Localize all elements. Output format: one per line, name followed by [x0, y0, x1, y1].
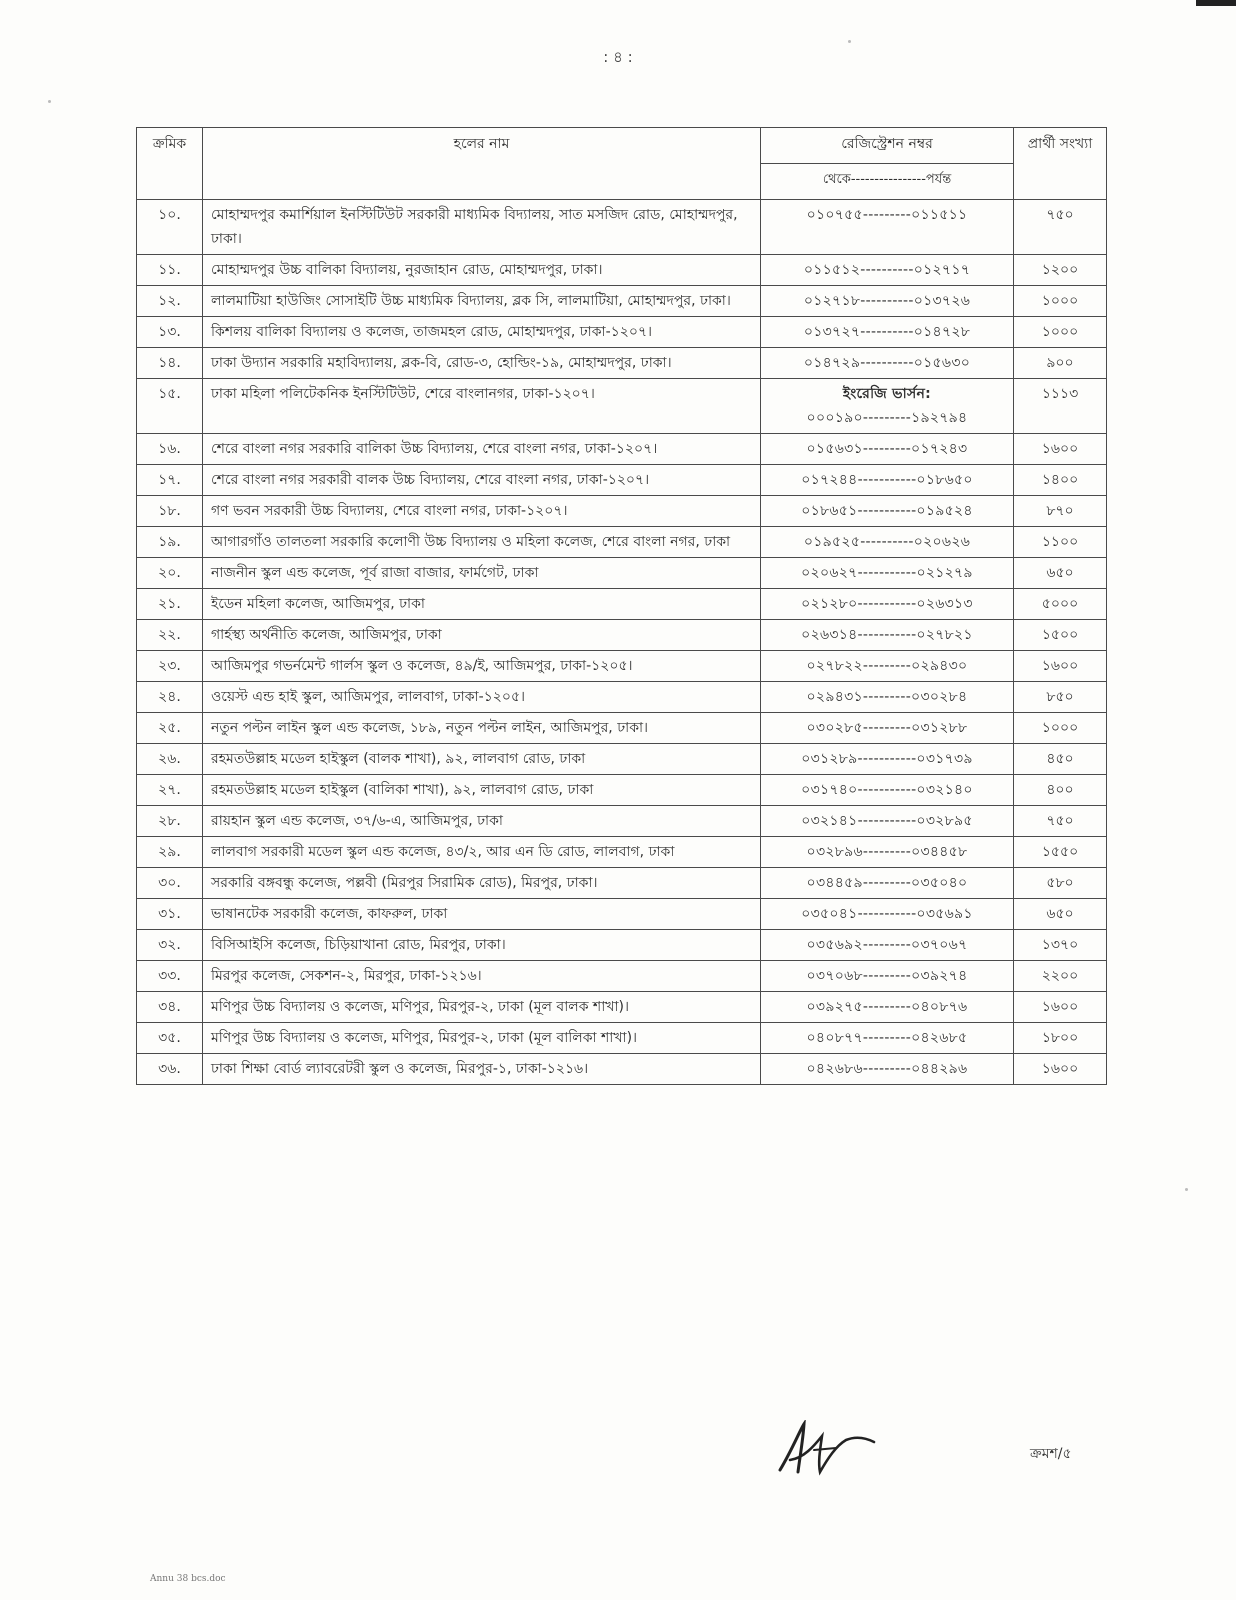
row-registration-range [761, 713, 1014, 744]
row-hall-name: শেরে বাংলা নগর সরকারি বালিকা উচ্চ বিদ্যালয়, শেরে বাংলা নগর, ঢাকা-১২০৭। [203, 434, 761, 465]
table-row [137, 620, 1107, 651]
row-candidate-count: ৪০০ [1014, 775, 1107, 806]
row-candidate-count: ১৬০০ [1014, 651, 1107, 682]
row-hall-name: রায়হান স্কুল এন্ড কলেজ, ৩৭/৬-এ, আজিমপুর, ঢাকা [203, 806, 761, 837]
row-serial: ২৪. [137, 682, 203, 713]
row-candidate-count: ১৪০০ [1014, 465, 1107, 496]
row-hall-name: রহমতউল্লাহ মডেল হাইস্কুল (বালিকা শাখা), ৯২, লালবাগ রোড, ঢাকা [203, 775, 761, 806]
header-hall-name: হলের নাম [203, 128, 761, 200]
row-serial: ৩০. [137, 868, 203, 899]
exam-hall-table [136, 127, 1107, 1085]
registration-range-value: ০৩৯২৭৫---------০৪০৮৭৬ [806, 999, 968, 1015]
row-candidate-count: ৫৮০ [1014, 868, 1107, 899]
table-row [137, 379, 1107, 434]
registration-range-value: ০৪২৬৮৬---------০৪৪২৯৬ [806, 1061, 968, 1077]
row-registration-range [761, 286, 1014, 317]
row-registration-range [761, 496, 1014, 527]
row-hall-name: রহমতউল্লাহ মডেল হাইস্কুল (বালক শাখা), ৯২, লালবাগ রোড, ঢাকা [203, 744, 761, 775]
row-serial: ২২. [137, 620, 203, 651]
registration-range-value: ০২৬৩১৪-----------০২৭৮২১ [801, 627, 973, 643]
row-registration-range [761, 379, 1014, 434]
row-registration-range [761, 775, 1014, 806]
registration-range-value: ০৩১২৮৯-----------০৩১৭৩৯ [801, 751, 973, 767]
row-hall-name: মণিপুর উচ্চ বিদ্যালয় ও কলেজ, মণিপুর, মিরপুর-২, ঢাকা (মূল বালিকা শাখা)। [203, 1023, 761, 1054]
registration-range-value: ০১৮৬৫১-----------০১৯৫২৪ [801, 503, 973, 519]
row-registration-range [761, 589, 1014, 620]
table-row [137, 200, 1107, 255]
row-serial: ২০. [137, 558, 203, 589]
row-hall-name: শেরে বাংলা নগর সরকারী বালক উচ্চ বিদ্যালয়, শেরে বাংলা নগর, ঢাকা-১২০৭। [203, 465, 761, 496]
row-hall-name: নতুন পল্টন লাইন স্কুল এন্ড কলেজ, ১৮৯, নতুন পল্টন লাইন, আজিমপুর, ঢাকা। [203, 713, 761, 744]
row-registration-range [761, 558, 1014, 589]
file-name: Annu 38 bcs.doc [150, 1574, 226, 1584]
scan-speck [48, 100, 51, 103]
row-serial: ২৬. [137, 744, 203, 775]
row-serial: ২১. [137, 589, 203, 620]
row-registration-range [761, 434, 1014, 465]
registration-range-value: ০৩৫৬৯২---------০৩৭০৬৭ [806, 937, 968, 953]
table-row [137, 744, 1107, 775]
scan-speck [848, 40, 851, 43]
row-hall-name: লালমাটিয়া হাউজিং সোসাইটি উচ্চ মাধ্যমিক বিদ্যালয়, ব্লক সি, লালমাটিয়া, মোহাম্মদপুর, ঢাকা। [203, 286, 761, 317]
header-registration: রেজিস্ট্রেশন নম্বর [761, 128, 1014, 164]
registration-range-value: ০০০১৯০---------১৯২৭৯৪ [806, 410, 968, 426]
row-serial: ১৪. [137, 348, 203, 379]
row-serial: ২৯. [137, 837, 203, 868]
row-candidate-count: ৮৭০ [1014, 496, 1107, 527]
row-serial: ১৭. [137, 465, 203, 496]
row-registration-range [761, 255, 1014, 286]
row-registration-range [761, 744, 1014, 775]
row-registration-range [761, 317, 1014, 348]
table-row [137, 434, 1107, 465]
row-registration-range [761, 465, 1014, 496]
signature [770, 1420, 880, 1476]
row-serial: ১১. [137, 255, 203, 286]
table-row [137, 589, 1107, 620]
row-registration-range [761, 837, 1014, 868]
row-hall-name: আজিমপুর গভর্নমেন্ট গার্লস স্কুল ও কলেজ, ৪৯/ই, আজিমপুর, ঢাকা-১২০৫। [203, 651, 761, 682]
row-hall-name: গার্হস্থ্য অর্থনীতি কলেজ, আজিমপুর, ঢাকা [203, 620, 761, 651]
registration-range-value: ০১২৭১৮----------০১৩৭২৬ [803, 293, 971, 309]
registration-range-value: ০২৭৮২২---------০২৯৪৩০ [806, 658, 968, 674]
table-row [137, 255, 1107, 286]
row-registration-range [761, 348, 1014, 379]
row-hall-name: ঢাকা উদ্যান সরকারি মহাবিদ্যালয়, ব্লক-বি, রোড-৩, হোল্ডিং-১৯, মোহাম্মদপুর, ঢাকা। [203, 348, 761, 379]
row-serial: ১২. [137, 286, 203, 317]
row-registration-range [761, 200, 1014, 255]
row-hall-name: কিশলয় বালিকা বিদ্যালয় ও কলেজ, তাজমহল রোড, মোহাম্মদপুর, ঢাকা-১২০৭। [203, 317, 761, 348]
row-hall-name: লালবাগ সরকারী মডেল স্কুল এন্ড কলেজ, ৪৩/২, আর এন ডি রোড, লালবাগ, ঢাকা [203, 837, 761, 868]
table-row [137, 317, 1107, 348]
registration-range-value: ০৩৫০৪১-----------০৩৫৬৯১ [801, 906, 973, 922]
row-candidate-count: ২২০০ [1014, 961, 1107, 992]
row-serial: ১৩. [137, 317, 203, 348]
row-candidate-count: ১১০০ [1014, 527, 1107, 558]
registration-range-value: ০৩২১৪১-----------০৩২৮৯৫ [801, 813, 973, 829]
registration-note: ইংরেজি ভার্সন: [842, 386, 932, 402]
row-candidate-count: ১৬০০ [1014, 1054, 1107, 1085]
row-candidate-count: ১৬০০ [1014, 992, 1107, 1023]
registration-range-value: ০১৫৬৩১---------০১৭২৪৩ [806, 441, 968, 457]
table-row [137, 527, 1107, 558]
registration-range-value: ০৩৪৪৫৯---------০৩৫০৪০ [806, 875, 968, 891]
row-candidate-count: ১২০০ [1014, 255, 1107, 286]
row-candidate-count: ১৫৫০ [1014, 837, 1107, 868]
row-hall-name: মিরপুর কলেজ, সেকশন-২, মিরপুর, ঢাকা-১২১৬। [203, 961, 761, 992]
table-row [137, 930, 1107, 961]
scan-speck [1185, 1188, 1188, 1191]
row-registration-range [761, 682, 1014, 713]
row-candidate-count: ১০০০ [1014, 317, 1107, 348]
table-row [137, 348, 1107, 379]
row-registration-range [761, 868, 1014, 899]
scan-corner-mark [1196, 0, 1236, 6]
row-registration-range [761, 651, 1014, 682]
registration-range-value: ০৪০৮৭৭---------০৪২৬৮৫ [806, 1030, 968, 1046]
table-row [137, 992, 1107, 1023]
table-row [137, 286, 1107, 317]
row-hall-name: সরকারি বঙ্গবন্ধু কলেজ, পল্লবী (মিরপুর সিরামিক রোড), মিরপুর, ঢাকা। [203, 868, 761, 899]
row-candidate-count: ১৮০০ [1014, 1023, 1107, 1054]
row-serial: ২৫. [137, 713, 203, 744]
table-row [137, 651, 1107, 682]
row-registration-range [761, 992, 1014, 1023]
row-candidate-count: ১০০০ [1014, 713, 1107, 744]
row-serial: ৩৫. [137, 1023, 203, 1054]
row-registration-range [761, 1023, 1014, 1054]
row-serial: ১০. [137, 200, 203, 255]
registration-range-value: ০১৭২৪৪-----------০১৮৬৫০ [801, 472, 973, 488]
row-serial: ১৯. [137, 527, 203, 558]
row-candidate-count: ৬৫০ [1014, 558, 1107, 589]
row-candidate-count: ৪৫০ [1014, 744, 1107, 775]
table-row [137, 496, 1107, 527]
row-candidate-count: ৯০০ [1014, 348, 1107, 379]
continued-note: ক্রমশ/৫ [1030, 1446, 1072, 1462]
registration-range-value: ০১০৭৫৫---------০১১৫১১ [806, 207, 968, 223]
row-candidate-count: ৭৫০ [1014, 806, 1107, 837]
row-serial: ৩৪. [137, 992, 203, 1023]
registration-range-value: ০১৯৫২৫----------০২০৬২৬ [803, 534, 971, 550]
row-candidate-count: ১১১৩ [1014, 379, 1107, 434]
row-candidate-count: ১০০০ [1014, 286, 1107, 317]
table-row [137, 682, 1107, 713]
row-serial: ২৭. [137, 775, 203, 806]
row-candidate-count: ৮৫০ [1014, 682, 1107, 713]
row-hall-name: ঢাকা শিক্ষা বোর্ড ল্যাবরেটরী স্কুল ও কলেজ, মিরপুর-১, ঢাকা-১২১৬। [203, 1054, 761, 1085]
table-row [137, 837, 1107, 868]
row-hall-name: ঢাকা মহিলা পলিটেকনিক ইনস্টিটিউট, শেরে বাংলানগর, ঢাকা-১২০৭। [203, 379, 761, 434]
row-hall-name: নাজনীন স্কুল এন্ড কলেজ, পূর্ব রাজা বাজার, ফার্মগেট, ঢাকা [203, 558, 761, 589]
table-body [137, 200, 1107, 1085]
row-registration-range [761, 527, 1014, 558]
row-hall-name: গণ ভবন সরকারী উচ্চ বিদ্যালয়, শেরে বাংলা নগর, ঢাকা-১২০৭। [203, 496, 761, 527]
header-candidates: প্রার্থী সংখ্যা [1014, 128, 1107, 200]
table-row [137, 465, 1107, 496]
table-row [137, 1023, 1107, 1054]
row-serial: ১৫. [137, 379, 203, 434]
table-row [137, 713, 1107, 744]
registration-range-value: ০১৩৭২৭----------০১৪৭২৮ [803, 324, 971, 340]
row-candidate-count: ১৫০০ [1014, 620, 1107, 651]
row-candidate-count: ১৬০০ [1014, 434, 1107, 465]
row-registration-range [761, 899, 1014, 930]
registration-range-value: ০৩১৭৪০-----------০৩২১৪০ [801, 782, 973, 798]
row-registration-range [761, 620, 1014, 651]
table-row [137, 899, 1107, 930]
table-row [137, 806, 1107, 837]
registration-range-value: ০৩৭০৬৮---------০৩৯২৭৪ [806, 968, 968, 984]
registration-range-value: ০১১৫১২----------০১২৭১৭ [803, 262, 971, 278]
row-serial: ২৮. [137, 806, 203, 837]
row-serial: ৩৬. [137, 1054, 203, 1085]
row-candidate-count: ১৩৭০ [1014, 930, 1107, 961]
registration-range-value: ০২৯৪৩১---------০৩০২৮৪ [806, 689, 968, 705]
row-candidate-count: ৬৫০ [1014, 899, 1107, 930]
row-hall-name: ওয়েস্ট এন্ড হাই স্কুল, আজিমপুর, লালবাগ, ঢাকা-১২০৫। [203, 682, 761, 713]
row-serial: ৩১. [137, 899, 203, 930]
row-serial: ৩২. [137, 930, 203, 961]
table-row [137, 868, 1107, 899]
row-candidate-count: ৫০০০ [1014, 589, 1107, 620]
table-row [137, 961, 1107, 992]
registration-range-value: ০২১২৮০-----------০২৬৩১৩ [801, 596, 973, 612]
row-hall-name: মোহাম্মদপুর উচ্চ বালিকা বিদ্যালয়, নুরজাহান রোড, মোহাম্মদপুর, ঢাকা। [203, 255, 761, 286]
table-row [137, 1054, 1107, 1085]
row-candidate-count: ৭৫০ [1014, 200, 1107, 255]
row-hall-name: আগারগাঁও তালতলা সরকারি কলোণী উচ্চ বিদ্যালয় ও মহিলা কলেজ, শেরে বাংলা নগর, ঢাকা [203, 527, 761, 558]
row-registration-range [761, 930, 1014, 961]
row-registration-range [761, 1054, 1014, 1085]
row-serial: ১৮. [137, 496, 203, 527]
table-row [137, 558, 1107, 589]
registration-range-value: ০৩০২৮৫---------০৩১২৮৮ [806, 720, 968, 736]
row-registration-range [761, 806, 1014, 837]
row-serial: ৩৩. [137, 961, 203, 992]
row-serial: ২৩. [137, 651, 203, 682]
registration-range-value: ০২০৬২৭-----------০২১২৭৯ [801, 565, 973, 581]
header-registration-range: থেকে----------------পর্যন্ত [761, 164, 1014, 200]
row-hall-name: মোহাম্মদপুর কমার্শিয়াল ইনস্টিটিউট সরকারী মাধ্যমিক বিদ্যালয়, সাত মসজিদ রোড, মোহাম্মদপুর, ঢাকা। [203, 200, 761, 255]
row-hall-name: ইডেন মহিলা কলেজ, আজিমপুর, ঢাকা [203, 589, 761, 620]
row-registration-range [761, 961, 1014, 992]
row-hall-name: মণিপুর উচ্চ বিদ্যালয় ও কলেজ, মণিপুর, মিরপুর-২, ঢাকা (মূল বালক শাখা)। [203, 992, 761, 1023]
row-hall-name: বিসিআইসি কলেজ, চিড়িয়াখানা রোড, মিরপুর, ঢাকা। [203, 930, 761, 961]
header-serial: ক্রমিক [137, 128, 203, 200]
registration-range-value: ০১৪৭২৯----------০১৫৬৩০ [803, 355, 971, 371]
row-hall-name: ভাষানটেক সরকারী কলেজ, কাফরুল, ঢাকা [203, 899, 761, 930]
row-serial: ১৬. [137, 434, 203, 465]
table-row [137, 775, 1107, 806]
page-number: : ৪ : [603, 48, 633, 66]
registration-range-value: ০৩২৮৯৬---------০৩৪৪৫৮ [806, 844, 968, 860]
